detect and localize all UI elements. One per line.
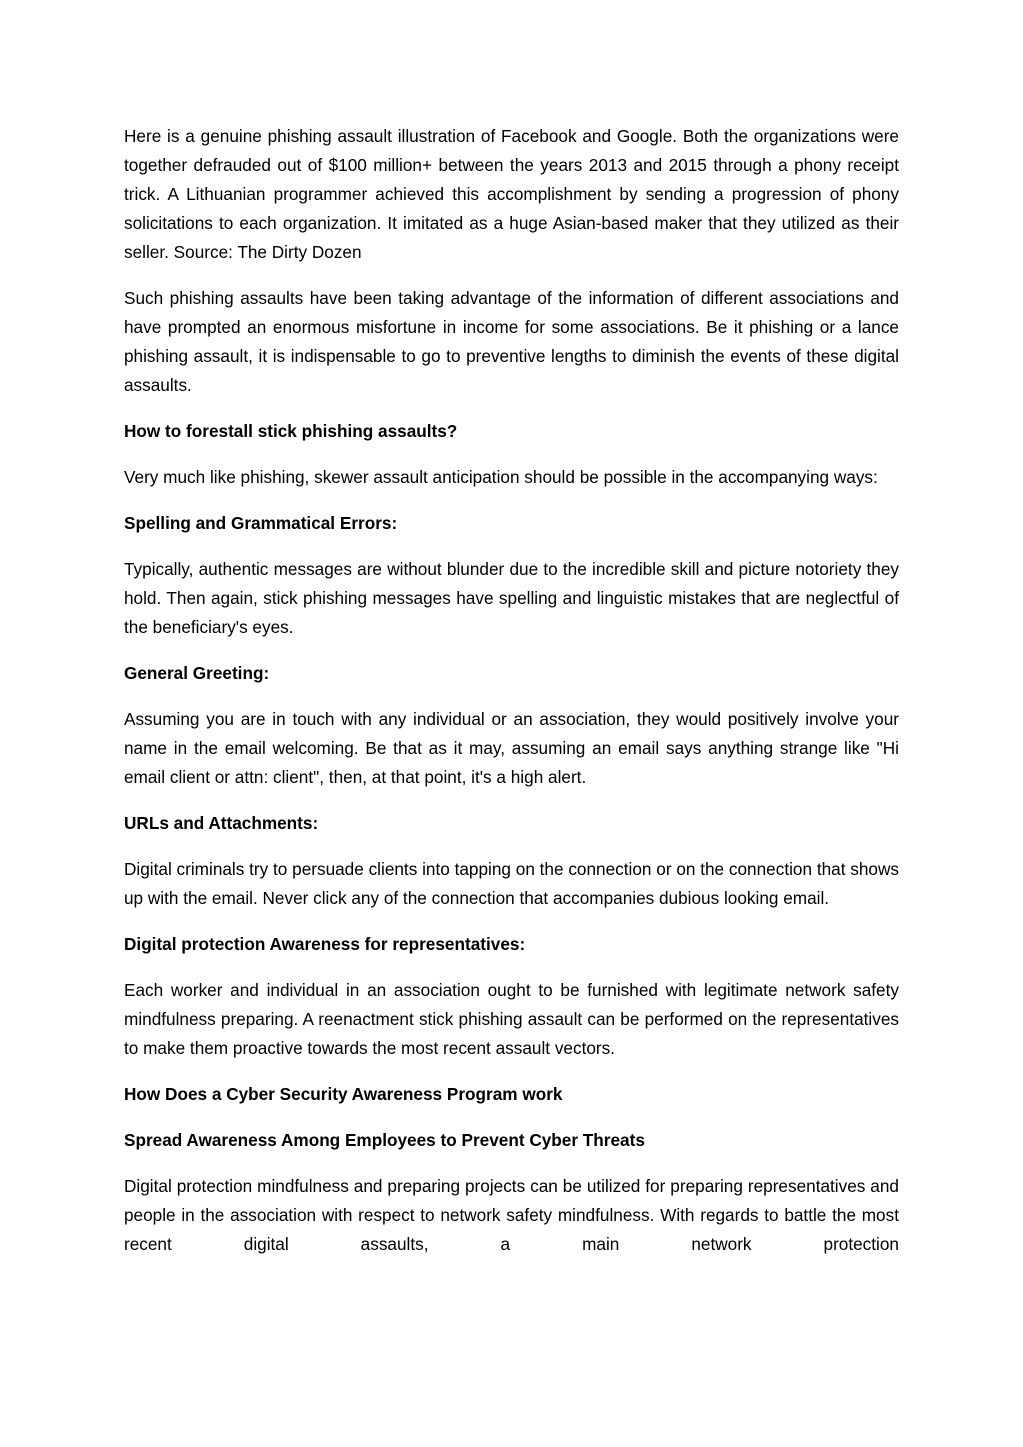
paragraph-general-greeting: Assuming you are in touch with any individual or an association, they would positively involve your name in the email welcoming. Be that as it may, assuming an email says anything strange like "Hi email client or attn: client", then, at that point, it's a high alert. (124, 709, 899, 787)
heading-forestall-spear-phishing: How to forestall stick phishing assaults? (124, 421, 458, 441)
paragraph-urls-attachments: Digital criminals try to persuade clients into tapping on the connection or on the connection that shows up with the email. Never click any of the connection that accompanies dubious looking email. (124, 859, 899, 908)
paragraph-prevention-ways: Very much like phishing, skewer assault anticipation should be possible in the accompanying ways: (124, 467, 878, 487)
heading-general-greeting: General Greeting: (124, 663, 270, 683)
heading-urls-attachments: URLs and Attachments: (124, 813, 319, 833)
paragraph-awareness-representatives: Each worker and individual in an association ought to be furnished with legitimate network safety mindfulness preparing. A reenactment stick phishing assault can be performed on the representatives to make them proactive towards the most recent assault vectors. (124, 980, 899, 1058)
heading-awareness-representatives: Digital protection Awareness for representatives: (124, 934, 526, 954)
paragraph-phishing-impact: Such phishing assaults have been taking advantage of the information of different associations and have prompted an enormous misfortune in income for some associations. Be it phishing or a lance phishing assault, it is indispensable to go to preventive lengths to diminish the events of these digital assaults. (124, 288, 899, 395)
heading-spelling-errors: Spelling and Grammatical Errors: (124, 513, 398, 533)
paragraph-training-projects: Digital protection mindfulness and preparing projects can be utilized for preparing representatives and people in the association with respect to network safety mindfulness. With regards to battle the most recent digital assaults, a main network protection (124, 1176, 899, 1254)
heading-awareness-program: How Does a Cyber Security Awareness Program work (124, 1084, 563, 1104)
paragraph-facebook-google-example: Here is a genuine phishing assault illustration of Facebook and Google. Both the organizations were together defrauded out of $100 million+ between the years 2013 and 2015 through a phony receipt trick. A Lithuanian programmer achieved this accomplishment by sending a progression of phony solicitations to each organization. It imitated as a huge Asian-based maker that they utilized as their seller. Source: The Dirty Dozen (124, 126, 899, 262)
document-page (124, 122, 899, 1276)
paragraph-spelling-errors: Typically, authentic messages are without blunder due to the incredible skill and picture notoriety they hold. Then again, stick phishing messages have spelling and linguistic mistakes that are neglectful of the beneficiary's eyes. (124, 559, 899, 637)
heading-spread-awareness: Spread Awareness Among Employees to Prevent Cyber Threats (124, 1130, 645, 1150)
